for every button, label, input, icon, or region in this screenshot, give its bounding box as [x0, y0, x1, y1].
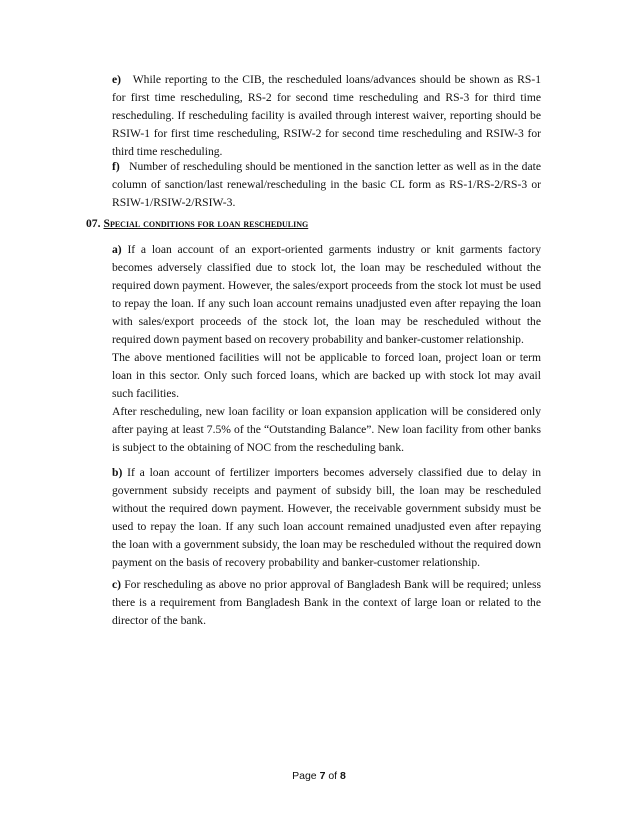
- paragraph-a-text: If a loan account of an export-oriented garments industry or knit garments factory becomes adversely classified due to stock lot, the loan may be rescheduled without the required down payment. However, the sales/export proceeds from the stock lot must be used to repay the loan. If any such loan account remains unadjusted even after repaying the loan with sales/export proceeds of the stock lot, the loan may be rescheduled without the required down payment based on recovery probability and banker-customer relationship.: [112, 243, 541, 346]
- footer-page-label: Page: [292, 770, 317, 782]
- paragraph-a-text-3: After rescheduling, new loan facility or loan expansion application will be considered only after paying at least 7.5% of the “Outstanding Balance”. New loan facility from other banks is subject to the obtaining of NOC from the rescheduling bank.: [112, 405, 541, 454]
- page-footer: [0, 770, 638, 782]
- paragraph-a: [112, 241, 541, 457]
- section-number: 07.: [86, 217, 101, 230]
- paragraph-e-text: While reporting to the CIB, the rescheduled loans/advances should be shown as RS-1 for first time rescheduling, RS-2 for second time rescheduling and RS-3 for third time rescheduling. If rescheduling facility is availed through interest waiver, reporting should be RSIW-1 for first time rescheduling, RSIW-2 for second time rescheduling and RSIW-3 for third time rescheduling.: [112, 73, 541, 158]
- paragraph-c-text: For rescheduling as above no prior approval of Bangladesh Bank will be required; unless there is a requirement from Bangladesh Bank in the context of large loan or related to the director of the bank.: [112, 578, 541, 627]
- paragraph-a-text-2: The above mentioned facilities will not be applicable to forced loan, project loan or term loan in this sector. Only such forced loans, which are backed up with stock lot may avail such facilities.: [112, 351, 541, 400]
- paragraph-c-marker: c): [112, 578, 122, 591]
- footer-page-number: 7: [319, 770, 326, 782]
- paragraph-b-marker: b): [112, 466, 123, 479]
- paragraph-c: [112, 576, 541, 630]
- paragraph-b-text: If a loan account of fertilizer importers becomes adversely classified due to delay in government subsidy receipts and payment of subsidy bill, the loan may be rescheduled without the required down payment. However, the receivable government subsidy must be used to repay the loan. If any such loan account remained unadjusted even after repaying the loan with a government subsidy, the loan may be rescheduled without the required down payment on the basis of recovery probability and banker-customer relationship.: [112, 466, 541, 569]
- paragraph-f: [112, 158, 541, 212]
- paragraph-f-marker: f): [112, 160, 120, 173]
- section-heading: [86, 217, 308, 230]
- paragraph-f-text: Number of rescheduling should be mentioned in the sanction letter as well as in the date column of sanction/last renewal/rescheduling in the basic CL form as RS-1/RS-2/RS-3 or RSIW-1/RSIW-2/RSIW-3.: [112, 160, 541, 209]
- section-title: Special conditions for loan rescheduling: [103, 217, 309, 230]
- footer-of-label: of: [328, 770, 338, 782]
- paragraph-a-marker: a): [112, 243, 122, 256]
- paragraph-e: [112, 71, 541, 161]
- paragraph-a-main: [112, 241, 541, 349]
- paragraph-b: [112, 464, 541, 572]
- paragraph-e-marker: e): [112, 73, 122, 86]
- footer-total-pages: 8: [340, 770, 346, 782]
